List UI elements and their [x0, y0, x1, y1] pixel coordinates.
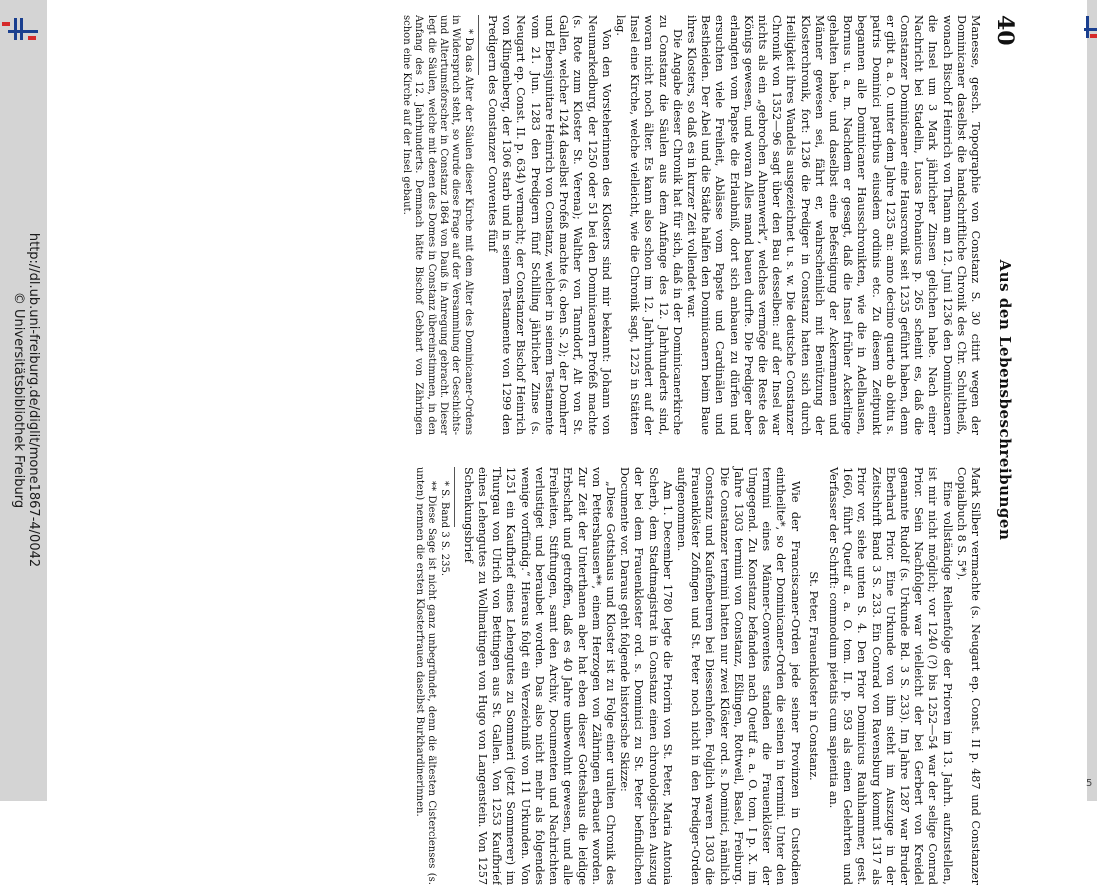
paragraph: Mark Silber vermachte (s. Neugart ep. Const. II p. 487 und Constanzer Copialbuch 8 S. 5*).	[954, 467, 982, 885]
paragraph: Am 1. December 1780 legte die Priorin von St. Peter, Maria Antonia Scherb, dem Stadtmagistrat in Constanz einen chronologischen Auszug der bei dem Frauenkloster ord. s. Dominici zu St. Peter befindlichen Documente vor. Daraus geht folgende historische Skizze:	[618, 467, 674, 885]
footnote: * Da das Alter der Säulen dieser Kirche mit dem Alter des Dominicaner-Ordens in Widerspruch steht, so wurde diese Frage auf der Versammlung der Geschichts- und Altertumsforscher in Constanz 1864 von Dauß in Anregung gebracht. Dieser legt die Säulen, welche mit denen des Domes in Constanz übereinstimmen, in den Anfang des 12. Jahrhunderts. Demnach hätte Bischof Gebhart von Zähringen schon eine Kirche auf der Insel gebaut.	[400, 15, 474, 435]
paragraph: Wie der Franciscaner-Orden jede seiner Provinzen in Custodien eintheilte*, so der Dominicaner-Orden die seinen in termini. Unter den termini eines Männer-Conventes standen die Frauenklöster der Umgegend. Zu Konstanz befanden nach Quetif a. a. O. tom. I p. X. im Jahre 1303 termini von Constanz, Eßlingen, Rottweil, Basel, Freiburg. Die Constanzer termini hatten nur zwei Klöster ord. s. Dominici, nämlich Constanz und Kaufenbeuren bei Diessenhofen. Folglich waren 1303 die Frauenklöster Zofingen und St. Peter noch nicht in den Prediger-Orden aufgenommen.	[674, 467, 802, 885]
right-column	[412, 467, 982, 885]
footnote: * S. Band 3 S. 235.	[438, 481, 450, 577]
ub-freiburg-logo-partial-icon	[1084, 16, 1097, 46]
paragraph: Eine vollständige Reihenfolge der Prioren im 13. Jahrh. aufzustellen, ist mir nicht möglich; vor 1240 (?) bis 1252—54 war der selige Conrad Prior. Sein Nachfolger war vielleicht der bei Gerbert von Kreidel genannte Rudolf (s. Urkunde Bd. 3 S. 233). Im Jahre 1287 war Bruder Eberhard Prior. Eine Urkunde von ihm steht im Auszuge in der Zeitschrift Band 3 S. 233. Ein Conrad von Ravensburg kommt 1317 als Prior vor, siehe unten S. 4. Den Prior Dominicus Rauhhammer, gest. 1660, führt Quetif a. a. O. tom. II. p. 593 als einen Gelehrten und Verfasser der Schrift: commodum pietatis cum sapientia an.	[826, 467, 954, 885]
footnote-divider	[454, 467, 455, 527]
source-url[interactable]: http://dl.ub.uni-freiburg.de/diglit/mone1867-4/0042	[26, 232, 41, 568]
running-head: Aus den Lebensbeschreibungen	[996, 259, 1014, 541]
paragraph: Die Angabe dieser Chronik hat für sich, daß in der Dominicanerkirche zu Constanz die Säulen aus dem Anfange des 12. Jahrhunderts sind, woran nicht noch älter. Es kann also schon im 12. Jahrhundert auf der Insel eine Kirche, welche vielleicht, wie die Chronik sagt, 1225 in Stätten lag.	[613, 15, 684, 435]
scanned-page	[118, 15, 1018, 885]
right-margin-bar	[1087, 0, 1097, 801]
paragraph: Manesse, gesch. Topographie von Constanz S. 30 citirt wegen der Dominicaner daselbst die handschriftliche Chronik des Chr. Schultheiß, wonach Bischof Heinrich von Thann am 12. Juni 1236 den Dominicanern die Insel um 3 Mark jährlicher Zinsen gelichen habe. Nach einer Nachricht bei Stadelin, Lucas Prohanicus p. 265 scheint es, daß die Constanzer Dominicaner eine Hauscronik seit 1235 geführt haben, denn er gibt a. a. O. unter dem Jahre 1235 an: anno decimo quarto ab obitu s. patris Dominici patribus eiusdem ordinis etc. Zu diesem Zeitpunkt begannen alle Dominicaner Hausschronikten, wie die in Adelhausen, Bornus u. a. m. Nachdem er gesagt, daß die Insel früher Ackerlinge gehalten habe, und daselbst eine Befestigung der Ackermannen und Männer gewesen sei, fährt er, wahrscheinlich mit Benützung der Klosterchronik, fort: 1236 die Prediger in Constanz hatten sich durch Heiligkeit ihres Wandels ausgezeichnet u. s. w. Die deutsche Constanzer Chronik von 1352—96 sagt über den Bau desselben: auf der Insel war nichts als ein „gebrochen Ahnenwerk“, welches vermöge die Reste des Königs gewesen, und woran Alles mand bauen durfte. Die Prediger aber erlangten vom Papste die Erlaubniß, dort sich anbauen zu dürfen und ersuchten viele Freiheit, Ablässe vom Papste und Cardinälen und Bestheiden. Der Abel und die Städte halfen den Dominicanern beim Baue ihres Klosters, so daß es in kurzer Zeit vollendet war.	[684, 15, 982, 435]
footnote-divider	[478, 15, 479, 75]
right-margin-mark: 5	[1086, 778, 1093, 789]
left-column	[399, 15, 982, 435]
page-number: 40	[992, 15, 1018, 46]
source-attribution	[11, 233, 41, 567]
paragraph: Von den Vorsteherinnen des Klosters sind mir bekannt: Johann von Neumarkedburg, der 1250 oder 51 bei den Dominicanern Profeß machte (s. Rote zum Kloster St. Verena); Walther von Tanndorf, Alt von St. Gallen, welcher 1244 daselbst Profeß machte (s. oben S. 2); der Domherr und Ebensjunitare Heinrich von Constanz, welcher in seinem Testamente vom 21. Jun. 1283 den Predigern fünf Schilling jährlicher Zinse (s. Neugart ep. Const. II. p. 634) vermacht; der Constanzer Bischof Heinrich von Klingenberg, der 1306 starb und in seinem Testamente von 1299 den Predigern des Constanzer Conventes fünf	[486, 15, 613, 435]
ub-freiburg-logo-icon	[0, 18, 40, 48]
section-title: St. Peter, Frauenkloster in Constanz.	[806, 571, 820, 781]
paragraph: „Diese Gottshaus und Kloster ist zu Folge einer uralten Chronik des von Pettershausen**, einem Herzogen von Zähringen erbauet worden. Zur Zeit der Unterthanen aber hat eben dieser Gotteshaus die leidige Erbschaft und getroffen, daß es 40 Jahre unbewohnt gewesen, und alle Freiheiten, Stiftungen, samt den Archiv, Documenten und Nachrichten verlustiget und beraubet worden. Das also nicht mehr als folgendes wenige vorfündig.“ Hieraus folgt ein Verzeichniß von 11 Urkunden. Von 1251 ein Kaufbrief eines Lehengutes zu Sommeri (jetzt Sommerer) im Thurgau von Ulrich von Bettingen aus St. Gallen. Von 1253 Kaufbrief eines Lehengutes zu Wollmatingen von Hugo von Langenstein. Von 1257 Schenkungsbrief	[461, 467, 617, 885]
footnote: ** Diese Sage ist nicht ganz unbegründet, denn die ältesten Cistercienses (s. unten) nennen die ersten Klosterfrauen daselbst Burkhardinerinnen.	[413, 467, 438, 885]
copyright-notice: © Universitätsbibliothek Freiburg	[11, 291, 26, 509]
